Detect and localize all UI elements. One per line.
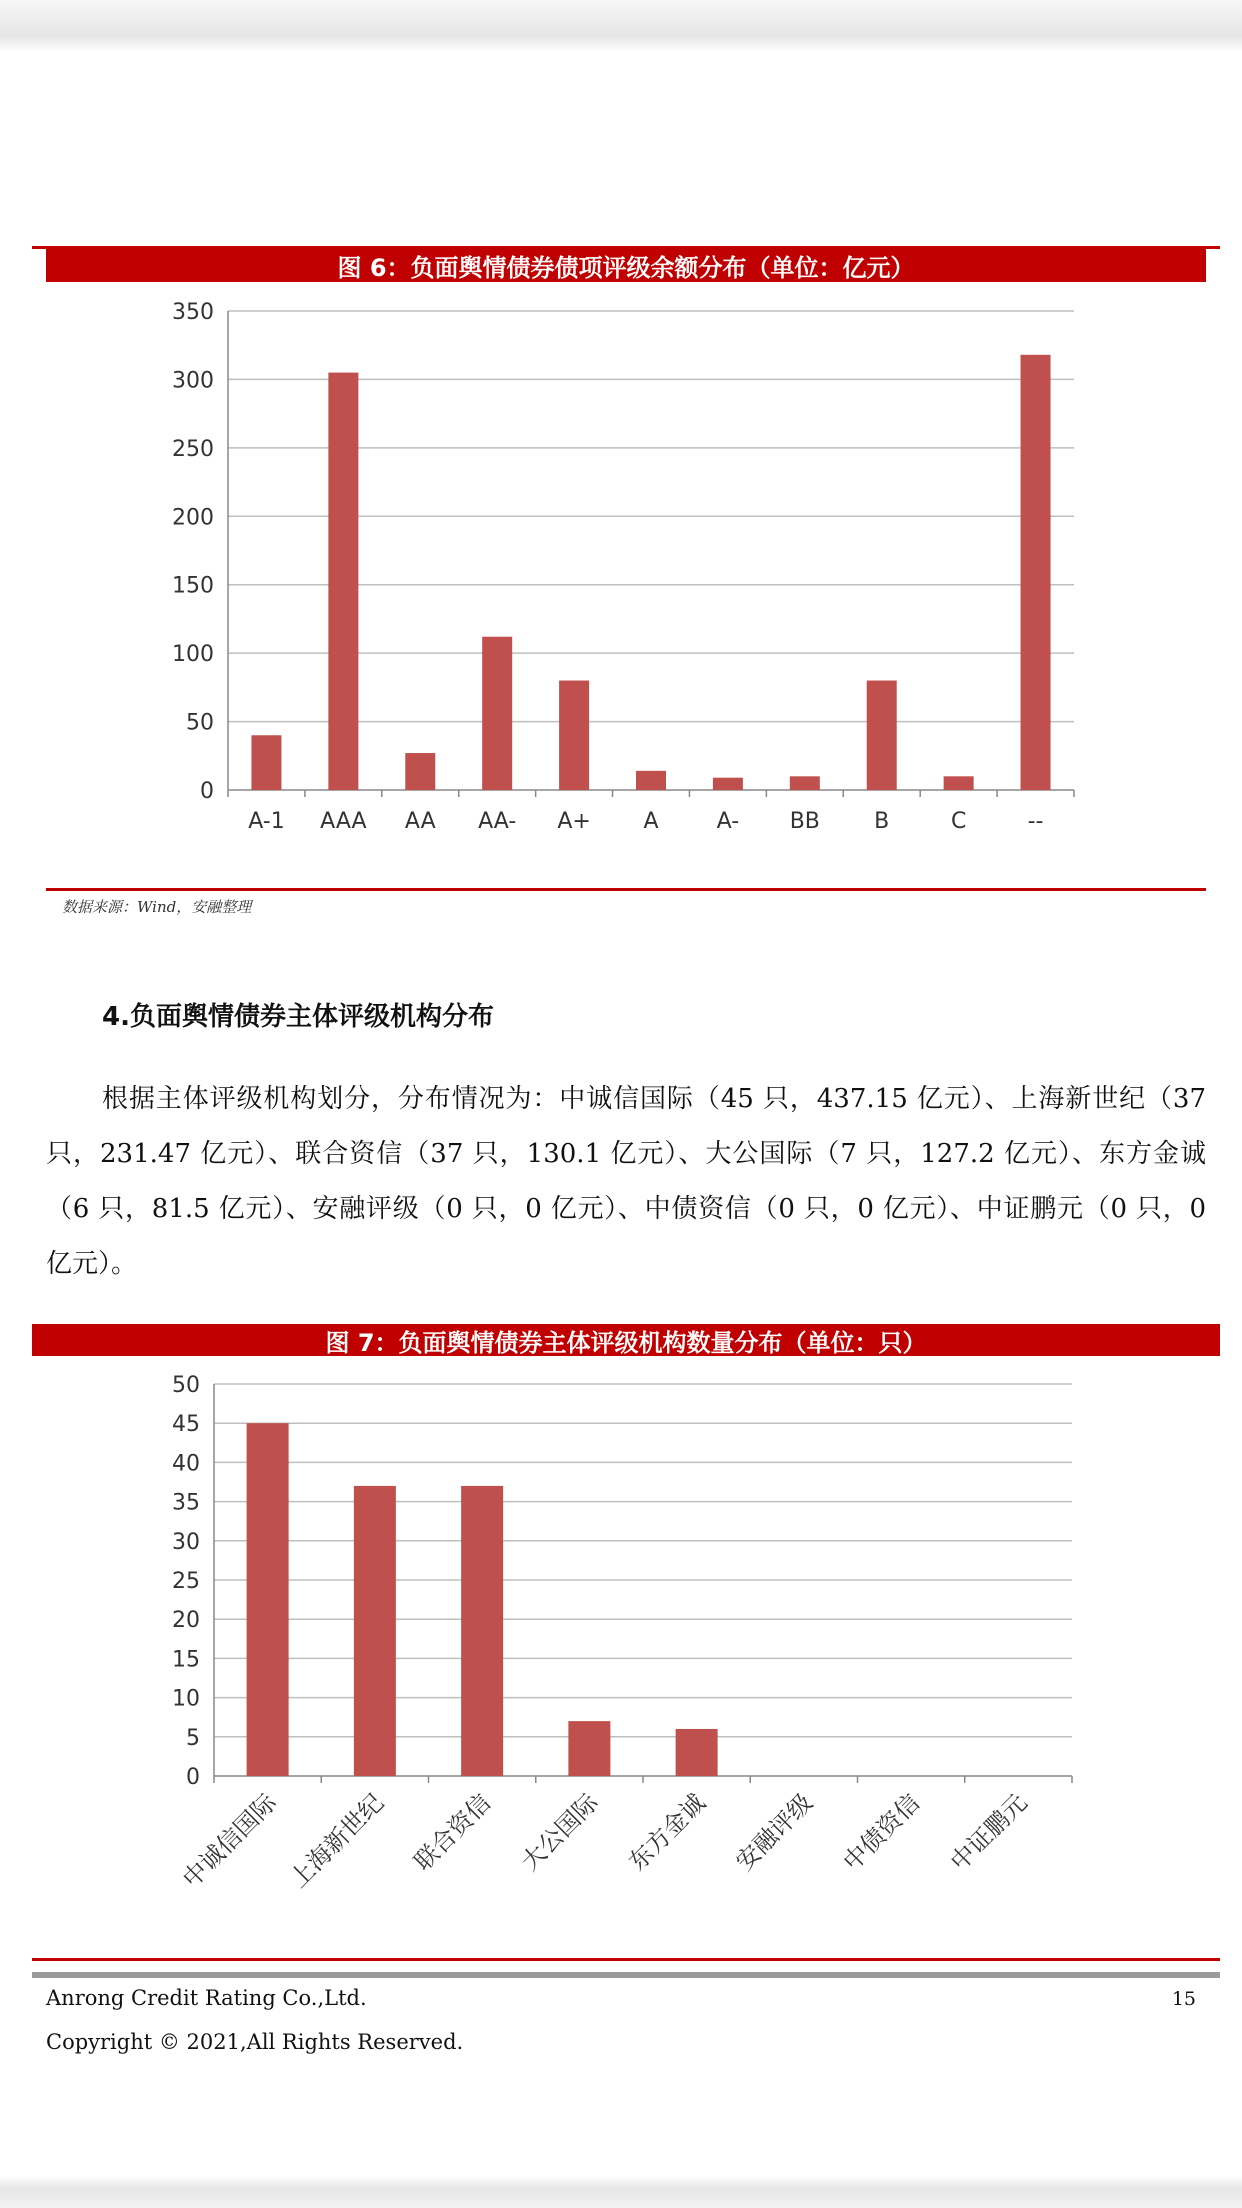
viewer-top-bar [0, 0, 1242, 52]
fig7-bar [247, 1423, 289, 1776]
fig7-y-tick-label: 5 [186, 1725, 200, 1751]
fig7-x-tick-label: 中债资信 [837, 1788, 926, 1877]
fig7-y-tick-label: 45 [172, 1412, 200, 1438]
fig7-y-tick-label: 0 [186, 1765, 200, 1790]
fig6-bar [636, 771, 666, 790]
figure6-bar-chart [120, 290, 1120, 850]
fig6-y-tick-label: 200 [172, 505, 214, 531]
fig7-x-tick-label: 安融评级 [730, 1788, 819, 1877]
fig6-y-tick-label: 300 [172, 368, 214, 394]
section-heading: 4.负面舆情债券主体评级机构分布 [102, 1002, 494, 1032]
fig6-x-tick-label: A-1 [248, 809, 285, 834]
fig7-bar [461, 1486, 503, 1776]
fig6-x-tick-label: A+ [557, 809, 591, 834]
fig7-bar [676, 1729, 718, 1776]
fig7-x-tick-label: 东方金诚 [623, 1788, 711, 1877]
footer-gray-rule [32, 1972, 1220, 1978]
fig6-y-tick-label: 250 [172, 436, 214, 462]
fig7-y-tick-label: 10 [172, 1686, 200, 1712]
fig6-y-tick-label: 350 [172, 300, 214, 325]
footer-red-rule [32, 1958, 1220, 1961]
fig7-y-tick-label: 15 [172, 1647, 200, 1673]
fig6-y-tick-label: 150 [172, 573, 214, 599]
fig6-bar [867, 681, 897, 790]
footer-company: Anrong Credit Rating Co.,Ltd. [46, 1986, 367, 2010]
fig6-x-tick-label: -- [1027, 809, 1044, 834]
fig7-y-tick-label: 40 [172, 1451, 200, 1477]
fig7-x-tick-label: 中证鹏元 [944, 1788, 1033, 1877]
figure6-title: 图 6：负面舆情债券债项评级余额分布（单位：亿元） [46, 248, 1206, 282]
fig6-y-tick-label: 0 [200, 779, 214, 804]
fig7-x-tick-label: 联合资信 [408, 1788, 497, 1877]
figure7-bar-chart [120, 1362, 1120, 1932]
fig7-bar [354, 1486, 396, 1776]
fig6-x-tick-label: A [643, 809, 659, 834]
fig7-y-tick-label: 25 [172, 1569, 200, 1594]
fig6-bar [251, 735, 281, 790]
figure6-bottom-rule [46, 888, 1206, 891]
fig6-bar [559, 681, 589, 790]
fig6-y-tick-label: 50 [186, 710, 214, 736]
fig6-bar [405, 753, 435, 790]
fig7-x-tick-label: 中诚信国际 [177, 1788, 282, 1894]
fig6-x-tick-label: AA [404, 809, 436, 834]
fig7-y-tick-label: 35 [172, 1490, 200, 1516]
fig6-x-tick-label: AAA [320, 809, 367, 834]
viewer-bottom-bar [0, 2176, 1242, 2208]
fig6-x-tick-label: B [874, 809, 890, 834]
fig7-x-tick-label: 大公国际 [515, 1788, 604, 1877]
fig7-y-tick-label: 50 [172, 1373, 200, 1398]
fig6-bar [944, 776, 974, 790]
figure7-title: 图 7：负面舆情债券主体评级机构数量分布（单位：只） [32, 1324, 1220, 1356]
fig7-bar [568, 1721, 610, 1776]
fig6-bar [482, 637, 512, 790]
fig6-y-tick-label: 100 [172, 642, 214, 668]
footer-copyright: Copyright © 2021,All Rights Reserved. [46, 2030, 464, 2054]
footer-page-number: 15 [1171, 1988, 1196, 2010]
fig7-x-tick-label: 上海新世纪 [284, 1788, 390, 1894]
fig6-x-tick-label: AA- [478, 809, 517, 834]
fig6-bar [1021, 355, 1051, 790]
section-paragraph: 根据主体评级机构划分，分布情况为：中诚信国际（45 只，437.15 亿元）、上海新世纪（37 只，231.47 亿元）、联合资信（37 只，130.1 亿元）、大公国际（7 只，127.2 亿元）、东方金诚（6 只，81.5 亿元）、安融评级（0 只，0 亿元）、中债资信（0 只，0 亿元）、中证鹏元（0 只，0 亿元）。 [46, 1084, 1206, 1279]
figure6-source: 数据来源：Wind，安融整理 [62, 898, 252, 916]
fig6-bar [328, 373, 358, 790]
fig7-y-tick-label: 30 [172, 1529, 200, 1555]
fig6-bar [790, 776, 820, 790]
fig6-x-tick-label: A- [716, 809, 740, 834]
fig7-y-tick-label: 20 [172, 1608, 200, 1634]
fig6-x-tick-label: C [950, 809, 967, 834]
fig6-bar [713, 778, 743, 790]
fig6-x-tick-label: BB [789, 809, 820, 834]
